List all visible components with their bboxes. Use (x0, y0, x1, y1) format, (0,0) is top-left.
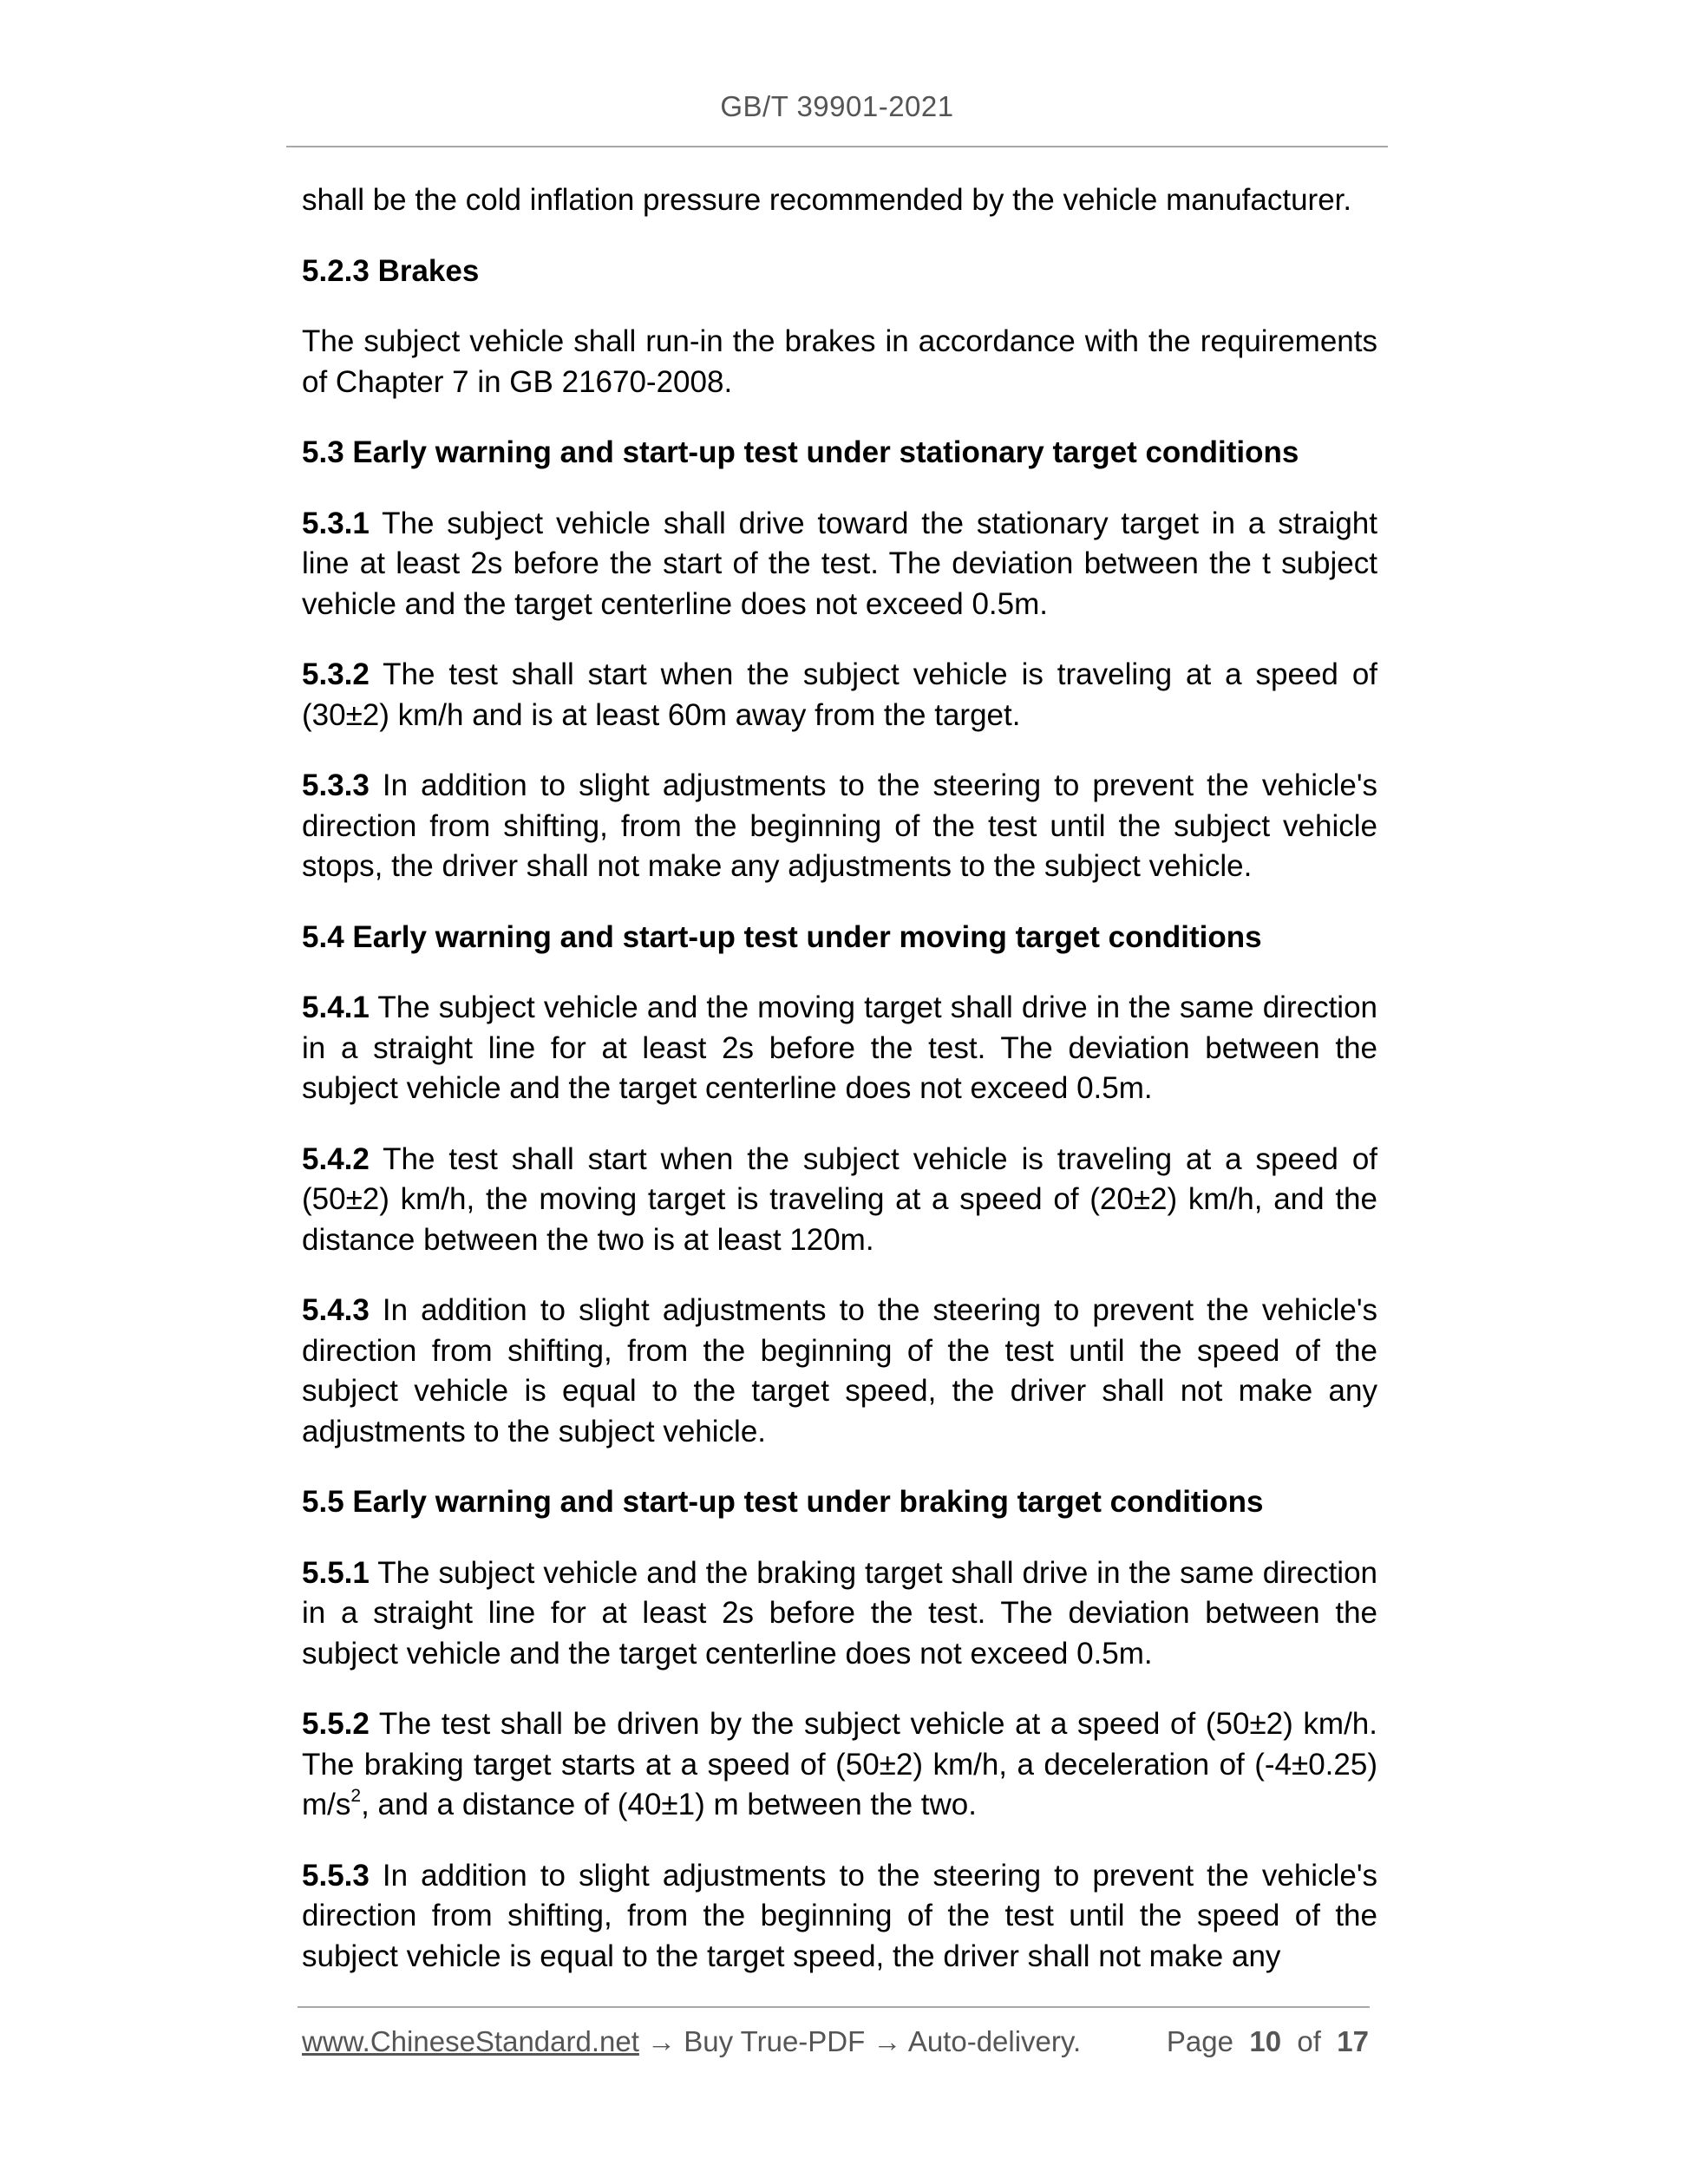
clause-5-5-1 (302, 1553, 1377, 1675)
clause-5-4-3 (302, 1291, 1377, 1452)
clause-number: 5.4.3 (302, 1293, 370, 1327)
clause-5-5-2 (302, 1704, 1377, 1826)
page-label: Page (1166, 2025, 1233, 2057)
clause-text: In addition to slight adjustments to the steering to prevent the vehicle's direction from shifting, from the beginning of the test until the subject vehicle stops, the driver shall not make any adjustments to the subject vehicle. (302, 768, 1377, 883)
clause-5-4-1 (302, 988, 1377, 1109)
clause-5-3-1 (302, 504, 1377, 625)
clause-number: 5.5.3 (302, 1858, 370, 1893)
page-number: 10 (1249, 2025, 1282, 2057)
header-divider (286, 146, 1388, 147)
footer-divider (298, 2006, 1370, 2008)
page-total: 17 (1337, 2025, 1369, 2057)
clause-text: In addition to slight adjustments to the steering to prevent the vehicle's direction from shifting, from the beginning of the test until the speed of the subject vehicle is equal to the target speed, the driver shall not make any adjustments to the subject vehicle. (302, 1293, 1377, 1448)
promo-text: → Buy True-PDF → Auto-delivery. (638, 2025, 1082, 2057)
superscript: 2 (350, 1786, 362, 1807)
clause-text: The subject vehicle and the braking target shall drive in the same direction in a straight line for at least 2s before the test. The deviation between the subject vehicle and the target centerline does not exceed 0.5m. (302, 1555, 1377, 1671)
paragraph-5-2-3: The subject vehicle shall run-in the brakes in accordance with the requirements of Chapter 7 in GB 21670-2008. (302, 324, 1377, 399)
clause-text: The test shall be driven by the subject vehicle at a speed of (50±2) km/h. The braking target starts at a speed of (50±2) km/h, a deceleration of (-4±0.25) m/s (302, 1707, 1377, 1821)
page-indicator (1167, 2025, 1369, 2058)
clause-number: 5.5.1 (302, 1555, 370, 1590)
clause-text: The subject vehicle and the moving target shall drive in the same direction in a straight line for at least 2s before the test. The deviation between the subject vehicle and the target centerline does not exceed 0.5m. (302, 991, 1378, 1105)
clause-text: In addition to slight adjustments to the steering to prevent the vehicle's direction from shifting, from the beginning of the test until the speed of the subject vehicle is equal to the target speed, the driver shall not make any (302, 1858, 1377, 1973)
continued-paragraph: shall be the cold inflation pressure recommended by the vehicle manufacturer. (302, 183, 1352, 217)
clause-5-3-2 (302, 655, 1377, 736)
website-link[interactable]: www.ChineseStandard.net (302, 2025, 639, 2057)
clause-number: 5.3.2 (302, 657, 370, 691)
clause-text-continued: , and a distance of (40±1) m between the two. (361, 1788, 977, 1821)
clause-text: The subject vehicle shall drive toward the stationary target in a straight line at least 2s before the start of the test. The deviation between the t subject vehicle and the target centerline does not exceed 0.5m. (302, 506, 1377, 621)
clause-5-4-2 (302, 1140, 1377, 1261)
of-label: of (1297, 2025, 1321, 2057)
clause-number: 5.4.2 (302, 1141, 370, 1176)
document-body (302, 180, 1377, 1977)
heading-5-5: 5.5 Early warning and start-up test under braking target conditions (302, 1485, 1264, 1519)
clause-text: The test shall start when the subject vehicle is traveling at a speed of (50±2) km/h, the moving target is traveling at a speed of (20±2) km/h, and the distance between the two is at least 120m. (302, 1141, 1378, 1257)
clause-5-3-3 (302, 766, 1377, 887)
clause-number: 5.4.1 (302, 991, 370, 1024)
clause-text: The test shall start when the subject vehicle is traveling at a speed of (30±2) km/h and is at least 60m away from the target. (302, 657, 1378, 732)
clause-number: 5.3.3 (302, 768, 370, 802)
document-header: GB/T 39901-2021 (720, 90, 954, 122)
clause-number: 5.5.2 (302, 1707, 370, 1741)
heading-5-3: 5.3 Early warning and start-up test under stationary target conditions (302, 435, 1299, 469)
heading-5-2-3: 5.2.3 Brakes (302, 253, 480, 288)
clause-number: 5.3.1 (302, 506, 370, 540)
footer-promo (302, 2025, 1081, 2058)
heading-5-4: 5.4 Early warning and start-up test under moving target conditions (302, 919, 1262, 954)
clause-5-5-3 (302, 1856, 1377, 1978)
